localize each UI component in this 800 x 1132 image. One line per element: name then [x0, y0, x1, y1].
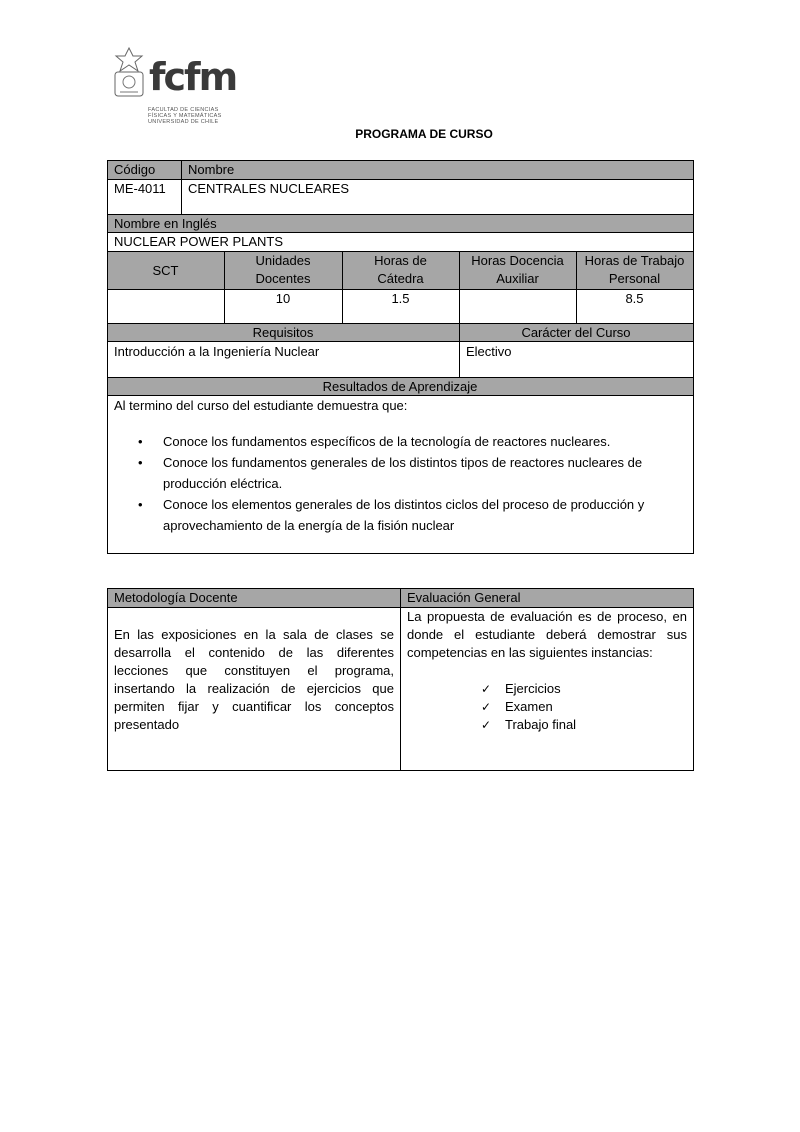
list-item: ✓ Trabajo final [481, 717, 577, 732]
methodology-text: En las exposiciones en la sala de clases se desarrolla el contenido de las diferentes lecciones que constituyen el programa, insertando la realización de ejercicios que permiten fijar y cuantificar los conceptos presentado [114, 627, 394, 732]
outcomes-list [108, 431, 668, 536]
checkmark-icon: ✓ [481, 718, 492, 732]
methodology-label: Metodología Docente [114, 590, 238, 605]
seal-icon [112, 46, 146, 100]
sct-header: SCT [152, 263, 179, 278]
lecture-hours-header: Horas de Cátedra [374, 253, 427, 286]
course-code: ME-4011 [114, 181, 166, 196]
list-item: • Conoce los fundamentos generales de los distintos tipos de reactores nucleares de producción eléctrica. [138, 455, 643, 491]
personal-hours-header: Horas de Trabajo Personal [584, 253, 685, 286]
list-item: • Conoce los fundamentos específicos de la tecnología de reactores nucleares. [138, 434, 611, 449]
character-label: Carácter del Curso [521, 325, 631, 340]
evaluation-text: La propuesta de evaluación es de proceso, en donde el estudiante deberá demostrar sus competencias en las siguientes instancias: [407, 609, 687, 660]
evaluation-list [401, 680, 691, 734]
english-name: NUCLEAR POWER PLANTS [114, 234, 284, 249]
lecture-hours-value: 1.5 [391, 291, 410, 306]
list-item: ✓ Ejercicios [481, 681, 561, 696]
outcomes-intro: Al termino del curso del estudiante demuestra que: [114, 398, 408, 413]
list-item: ✓ Examen [481, 699, 553, 714]
page-title: PROGRAMA DE CURSO [355, 127, 493, 141]
name-label: Nombre [188, 162, 235, 177]
fcfm-logo-text: fcfm [149, 55, 237, 99]
checkmark-icon: ✓ [481, 682, 492, 696]
outcomes-label: Resultados de Aprendizaje [322, 379, 478, 394]
requirements-value: Introducción a la Ingeniería Nuclear [114, 344, 320, 359]
aux-hours-header: Horas Docencia Auxiliar [471, 253, 564, 286]
requirements-label: Requisitos [252, 325, 314, 340]
character-value: Electivo [466, 344, 512, 359]
teaching-units-value: 10 [275, 291, 291, 306]
teaching-units-header: Unidades Docentes [255, 253, 311, 286]
list-item: • Conoce los elementos generales de los distintos ciclos del proceso de producción y aprovechamiento de la energía de la fisión nuclear [138, 497, 645, 533]
english-name-label: Nombre en Inglés [114, 216, 217, 231]
evaluation-label: Evaluación General [407, 590, 521, 605]
checkmark-icon: ✓ [481, 700, 492, 714]
personal-hours-value: 8.5 [625, 291, 644, 306]
code-label: Código [114, 162, 156, 177]
course-name: CENTRALES NUCLEARES [188, 181, 350, 196]
faculty-subtitle: FACULTAD DE CIENCIAS FÍSICAS Y MATEMÁTICAS UNIVERSIDAD DE CHILE [148, 107, 222, 125]
